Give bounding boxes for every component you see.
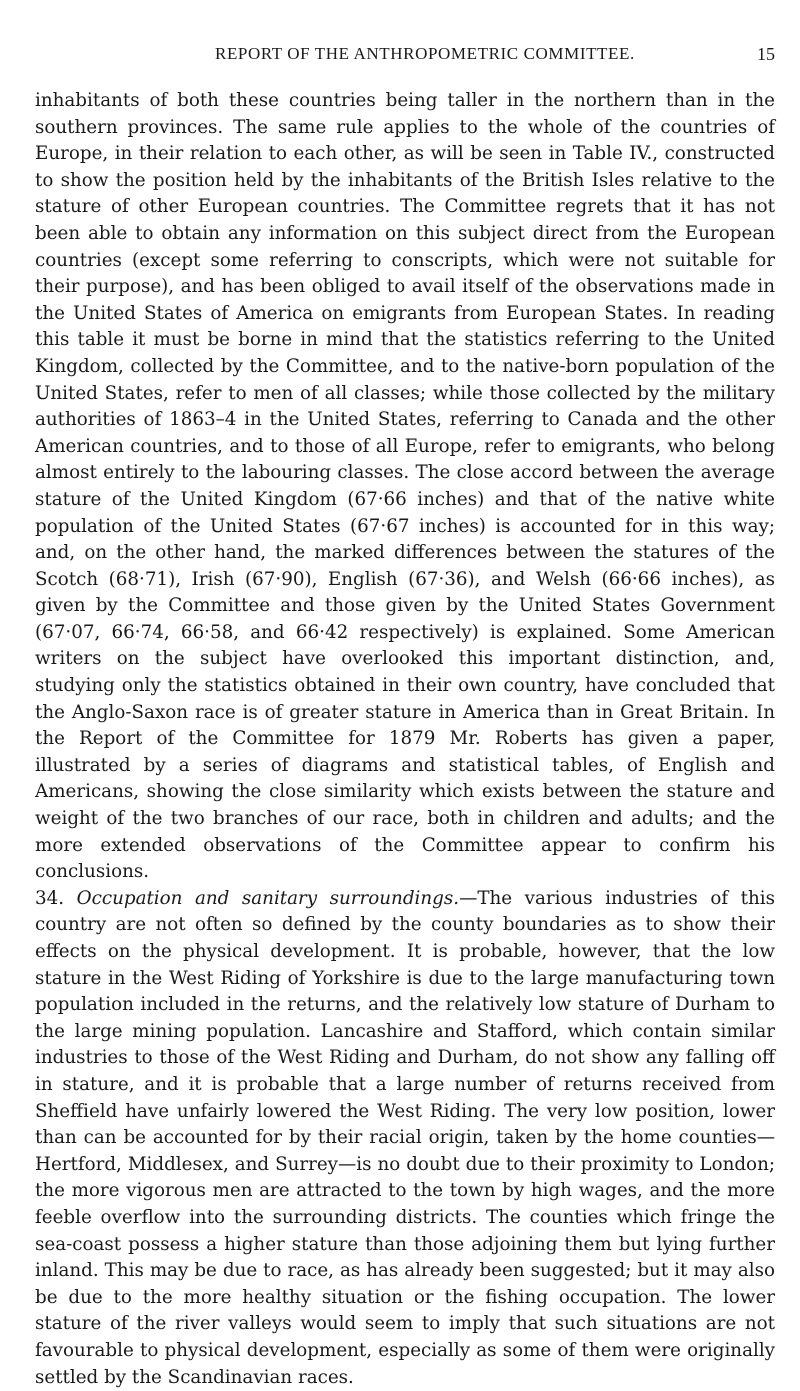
section-body: —The various industries of this country are not often so defined by the county boundaries as to show their effects on the physical development. It is probable, however, that the low stature in the West Riding of Yorkshire is due to the large manufacturing town population included in the returns, and the relatively low stature of Durham to the large mining population. Lancashire and Stafford, which contain similar industries to those of the West Riding and Durham, do not show any falling off in stature, and it is probable that a large number of returns received from Sheffield have unfairly lowered the West Riding. The very low position, lower than can be accounted for by their racial origin, taken by the home counties—Hertford, Middlesex, and Surrey—is no doubt due to their proximity to London; the more vigorous men are attracted to the town by high wages, and the more feeble overflow into the surrounding districts. The counties which fringe the sea-coast possess a higher stature than those adjoining them but lying further inland. This may be due to race, as has already been suggested; but it may also be due to the more healthy situation or the fishing occupation. The lower stature of the river valleys would seem to imply that such situations are not favourable to physical development, especially as some of them were originally settled by the Scandinavian races. bbox=[35, 887, 775, 1388]
running-title: REPORT OF THE ANTHROPOMETRIC COMMITTEE. bbox=[215, 44, 635, 63]
paragraph-continuation: inhabitants of both these countries being taller in the northern than in the southern provinces. The same rule applies to the whole of the countries of Europe, in their relation to each other, as will be seen in Table IV., constructed to show the position held by the inhabitants of the British Isles relative to the stature of other European countries. The Committee regrets that it has not been able to obtain any information on this subject direct from the European countries (except some referring to conscripts, which were not suitable for their purpose), and has been obliged to avail itself of the observations made in the United States of America on emigrants from European States. In reading this table it must be borne in mind that the statistics referring to the United Kingdom, collected by the Committee, and to the native-born population of the United States, refer to men of all classes; while those collected by the military authorities of 1863–4 in the United States, referring to Canada and the other American countries, and to those of all Europe, refer to emigrants, who belong almost entirely to the labouring classes. The close accord between the average stature of the United Kingdom (67·66 inches) and that of the native white population of the United States (67·67 inches) is accounted for in this way; and, on the other hand, the marked differences between the statures of the Scotch (68·71), Irish (67·90), English (67·36), and Welsh (66·66 inches), as given by the Committee and those given by the United States Government (67·07, 66·74, 66·58, and 66·42 respectively) is explained. Some American writers on the subject have overlooked this important distinction, and, studying only the statistics obtained in their own country, have concluded that the Anglo-Saxon race is of greater stature in America than in Great Britain. In the Report of the Committee for 1879 Mr. Roberts has given a paper, illustrated by a series of diagrams and statistical tables, of English and Americans, showing the close similarity which exists between the stature and weight of the two branches of our race, both in children and adults; and the more extended observations of the Committee appear to confirm his conclusions. bbox=[35, 90, 775, 883]
page-number: 15 bbox=[757, 44, 775, 64]
body-text bbox=[35, 88, 775, 1391]
page-header bbox=[35, 44, 775, 70]
section-number: 34. bbox=[35, 887, 65, 909]
section-title: Occupation and sanitary surroundings. bbox=[76, 887, 460, 909]
section-paragraph-34 bbox=[35, 886, 775, 1391]
